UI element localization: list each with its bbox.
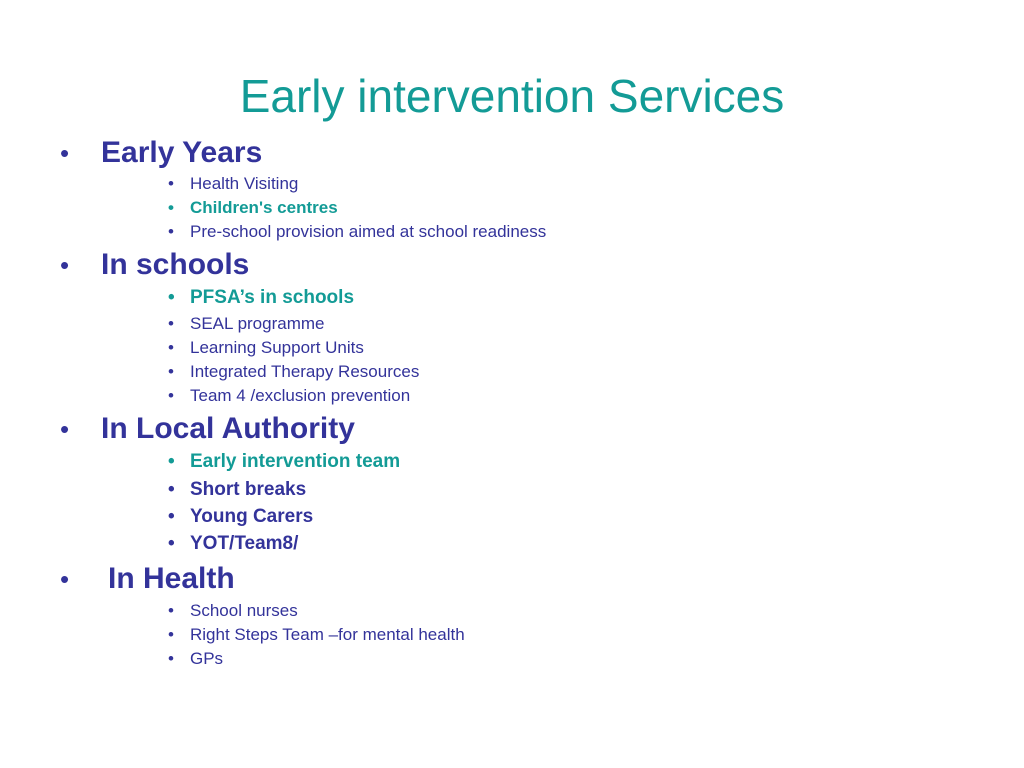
list-item-label: SEAL programme	[190, 314, 325, 333]
bullet-icon: •	[168, 649, 174, 668]
list-item-label: Young Carers	[190, 506, 314, 527]
section-heading-label: In Local Authority	[101, 412, 355, 445]
bullet-icon: •	[168, 479, 175, 500]
bullet-icon: •	[168, 338, 174, 357]
section-heading-label: Early Years	[101, 136, 263, 169]
bullet-icon: •	[168, 533, 175, 554]
section-heading-label: In Health	[108, 562, 235, 595]
list-item-label: Learning Support Units	[190, 338, 364, 357]
bullet-icon: •	[168, 601, 174, 620]
bullet-icon: •	[168, 287, 175, 308]
slide-title: Early intervention Services	[239, 70, 785, 122]
list-item-label: Early intervention team	[190, 451, 401, 472]
bullet-icon: •	[60, 564, 70, 594]
bullet-icon: •	[168, 625, 174, 644]
section-heading-label: In schools	[101, 248, 250, 281]
list-item-label: Integrated Therapy Resources	[190, 362, 420, 381]
bullet-icon: •	[168, 174, 174, 193]
bullet-icon: •	[168, 198, 174, 217]
list-item-label: Health Visiting	[190, 174, 299, 193]
list-item-label: Team 4 /exclusion prevention	[190, 386, 411, 405]
list-item-label: GPs	[190, 649, 224, 668]
bullet-icon: •	[60, 138, 70, 168]
bullet-icon: •	[60, 414, 70, 444]
list-item-label: PFSA’s in schools	[190, 287, 355, 308]
bullet-icon: •	[168, 506, 175, 527]
bullet-icon: •	[168, 362, 174, 381]
list-item-label: Children's centres	[190, 198, 338, 217]
bullet-icon: •	[168, 386, 174, 405]
bullet-icon: •	[168, 314, 174, 333]
list-item-label: Pre-school provision aimed at school readiness	[190, 222, 547, 241]
bullet-icon: •	[168, 222, 174, 241]
list-item-label: Short breaks	[190, 479, 307, 500]
list-item-label: YOT/Team8/	[190, 533, 299, 554]
bullet-icon: •	[168, 451, 175, 472]
list-item-label: Right Steps Team –for mental health	[190, 625, 465, 644]
bullet-icon: •	[60, 250, 70, 280]
list-item-label: School nurses	[190, 601, 298, 620]
